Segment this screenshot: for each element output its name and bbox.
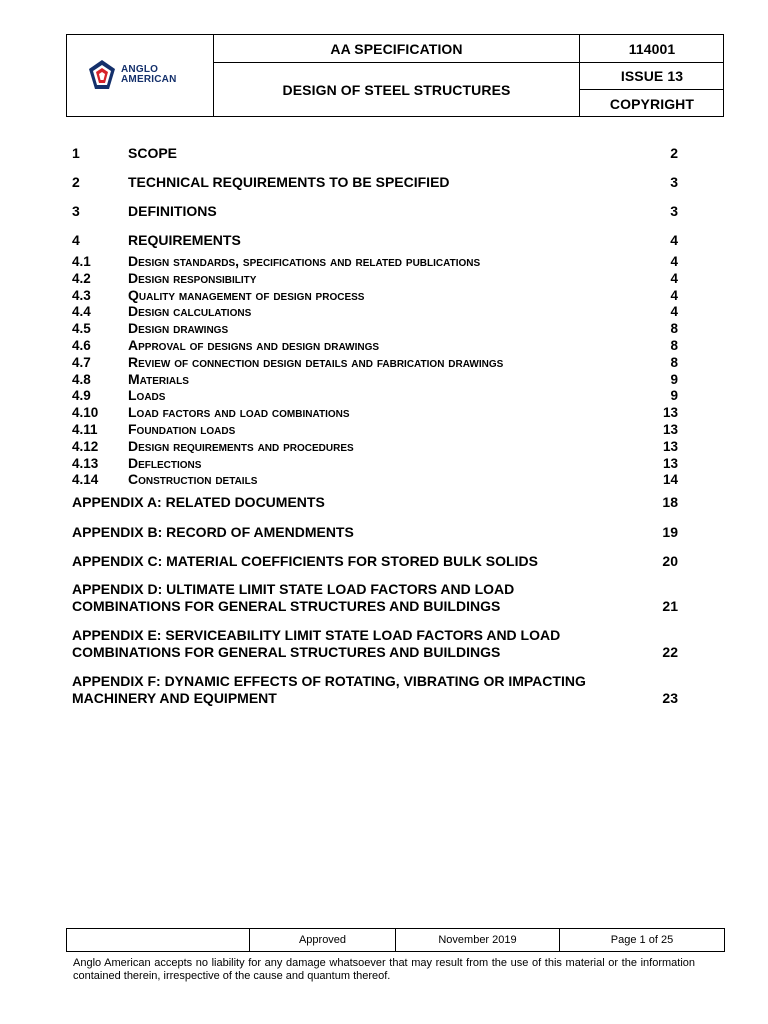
page-indicator: Page 1 of 25 (610, 934, 674, 946)
toc-entry-page: 4 (670, 304, 678, 319)
toc-appendix-title (72, 581, 652, 615)
doc-number: 114001 (628, 40, 676, 57)
toc-entry-page: 19 (662, 524, 678, 540)
company-name-line: AMERICAN (121, 74, 177, 85)
toc-entry-page: 13 (662, 405, 678, 420)
anglo-american-logo-icon (87, 59, 117, 91)
doc-title: DESIGN OF STEEL STRUCTURES (282, 82, 511, 98)
toc-entry-title: REQUIREMENTS (128, 232, 241, 248)
toc-entry-title: Review of connection design details and fabrication drawings (128, 354, 504, 370)
toc-entry-page: 4 (670, 232, 678, 248)
toc-entry-page: 4 (670, 288, 678, 303)
toc-entry-title: Design requirements and procedures (128, 438, 354, 454)
toc-entry-page: 9 (670, 372, 678, 387)
toc-appendix-line: APPENDIX D: ULTIMATE LIMIT STATE LOAD FACTORS AND LOAD (72, 581, 515, 597)
toc-entry-page: 8 (670, 338, 678, 353)
toc-entry-page: 21 (662, 598, 678, 614)
toc-entry-page: 13 (662, 422, 678, 437)
toc-appendix-line: APPENDIX A: RELATED DOCUMENTS (72, 494, 325, 510)
toc-entry-number: 4.6 (72, 338, 91, 353)
toc-entry-page: 3 (670, 203, 678, 219)
toc-entry-title: Construction details (128, 471, 258, 487)
toc-entry-page: 2 (670, 145, 678, 161)
toc-appendix-title (72, 627, 652, 661)
toc-appendix-line: COMBINATIONS FOR GENERAL STRUCTURES AND BUILDINGS (72, 644, 501, 660)
toc-appendix-line: APPENDIX F: DYNAMIC EFFECTS OF ROTATING, VIBRATING OR IMPACTING (72, 673, 586, 689)
toc-appendix-line: MACHINERY AND EQUIPMENT (72, 690, 277, 706)
approval-status: Approved (298, 934, 347, 946)
toc-entry-title: Design responsibility (128, 270, 257, 286)
toc-entry-page: 13 (662, 456, 678, 471)
toc-entry-number: 3 (72, 203, 80, 219)
toc-entry-number: 4.3 (72, 288, 91, 303)
copyright-label: COPYRIGHT (609, 95, 695, 112)
toc-entry-page: 14 (662, 472, 678, 487)
toc-entry-title: Load factors and load combinations (128, 404, 350, 420)
toc-appendix-line: APPENDIX B: RECORD OF AMENDMENTS (72, 524, 354, 540)
toc-appendix-line: COMBINATIONS FOR GENERAL STRUCTURES AND BUILDINGS (72, 598, 501, 614)
toc-entry-page: 4 (670, 254, 678, 269)
toc-entry-page: 8 (670, 321, 678, 336)
approval-date: November 2019 (438, 934, 517, 946)
toc-appendix-title (72, 524, 652, 541)
toc-appendix-title (72, 673, 652, 707)
toc-entry-title: Materials (128, 371, 189, 387)
toc-entry-number: 2 (72, 174, 80, 190)
toc-entry-number: 4 (72, 232, 80, 248)
toc-entry-title: Deflections (128, 455, 202, 471)
issue-number: ISSUE 13 (620, 68, 684, 84)
toc-entry-number: 4.10 (72, 405, 99, 420)
toc-entry-number: 4.12 (72, 439, 99, 454)
company-name-line: ANGLO (121, 64, 159, 75)
toc-appendix-line: APPENDIX C: MATERIAL COEFFICIENTS FOR STORED BULK SOLIDS (72, 553, 538, 569)
toc-entry-number: 4.14 (72, 472, 99, 487)
toc-entry-number: 4.8 (72, 372, 91, 387)
toc-entry-title: Quality management of design process (128, 287, 365, 303)
company-logo (87, 57, 197, 93)
toc-entry-page: 9 (670, 388, 678, 403)
toc-entry-title: Design standards, specifications and related publications (128, 253, 481, 269)
toc-entry-page: 23 (662, 690, 678, 706)
toc-entry-page: 3 (670, 174, 678, 190)
toc-entry-number: 4.2 (72, 271, 91, 286)
toc-appendix-title (72, 494, 652, 511)
toc-entry-number: 4.9 (72, 388, 91, 403)
toc-entry-title: Foundation loads (128, 421, 236, 437)
document-header (66, 34, 724, 117)
approval-table (66, 928, 725, 952)
toc-entry-title: DEFINITIONS (128, 203, 217, 219)
toc-entry-page: 4 (670, 271, 678, 286)
toc-entry-title: Loads (128, 387, 166, 403)
toc-entry-number: 4.13 (72, 456, 99, 471)
liability-disclaimer: Anglo American accepts no liability for any damage whatsoever that may result from the use of this material or the information contained therein, irrespective of the cause and quantum thereof. (73, 957, 695, 982)
company-name (121, 65, 177, 85)
toc-entry-title: TECHNICAL REQUIREMENTS TO BE SPECIFIED (128, 174, 450, 190)
toc-appendix-title (72, 553, 652, 570)
toc-entry-title: Design calculations (128, 303, 252, 319)
toc-entry-number: 4.11 (72, 422, 98, 437)
doc-type: AA SPECIFICATION (330, 40, 463, 57)
footer-blank-cell (67, 929, 249, 951)
toc-entry-number: 4.4 (72, 304, 91, 319)
toc-entry-number: 4.5 (72, 321, 91, 336)
toc-entry-page: 13 (662, 439, 678, 454)
toc-entry-number: 4.7 (72, 355, 91, 370)
toc-entry-page: 20 (662, 553, 678, 569)
toc-appendix-line: APPENDIX E: SERVICEABILITY LIMIT STATE LOAD FACTORS AND LOAD (72, 627, 561, 643)
toc-entry-title: SCOPE (128, 145, 178, 161)
toc-entry-number: 1 (72, 145, 80, 161)
toc-entry-page: 22 (662, 644, 678, 660)
toc-entry-title: Design drawings (128, 320, 229, 336)
toc-entry-page: 18 (662, 494, 678, 510)
toc-entry-number: 4.1 (72, 254, 91, 269)
toc-entry-title: Approval of designs and design drawings (128, 337, 380, 353)
toc-entry-page: 8 (670, 355, 678, 370)
